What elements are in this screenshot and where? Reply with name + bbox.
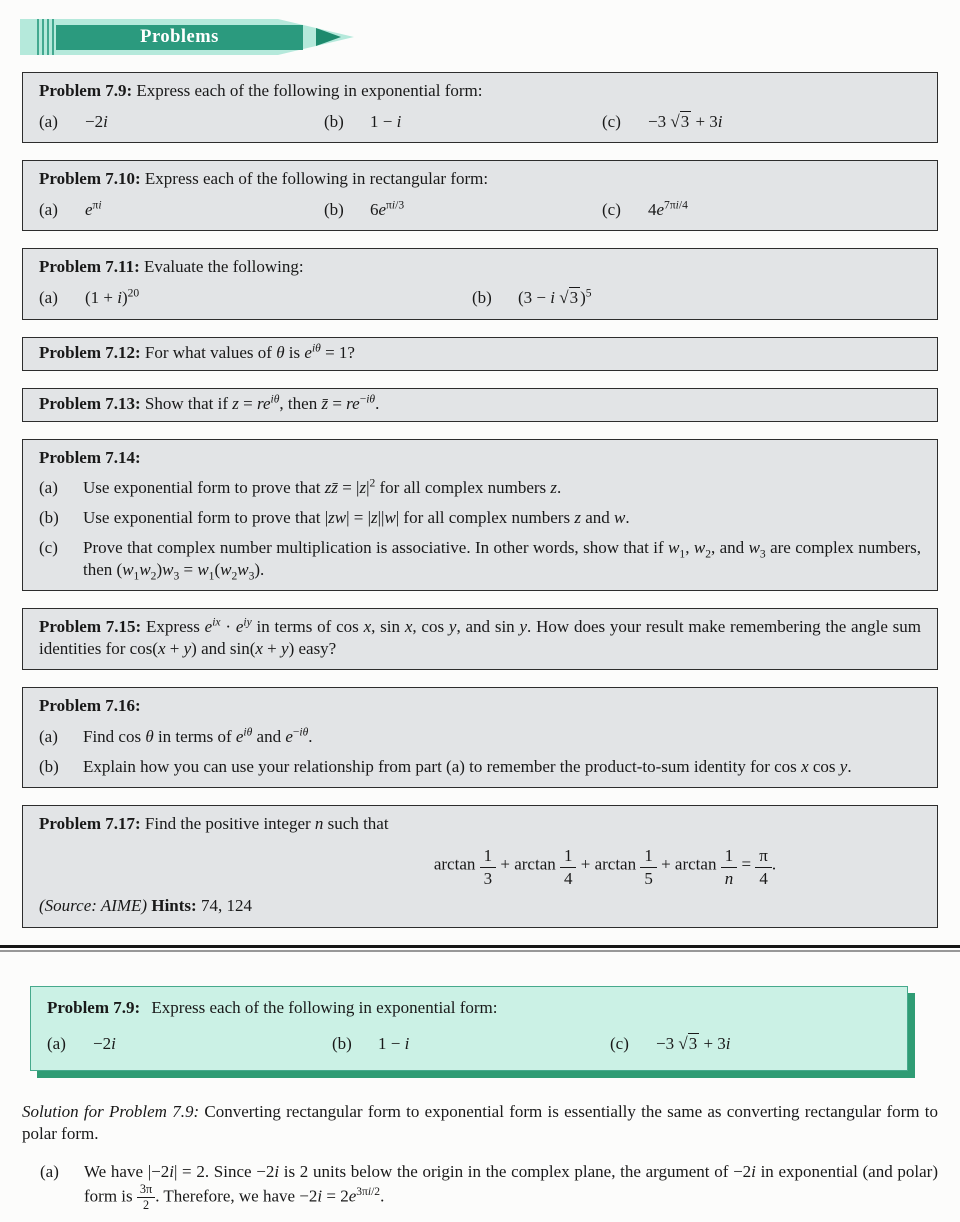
solution-part-a: (a) We have |−2i| = 2. Since −2i is 2 units below the origin in the complex plane, the argument of −2i in exponential (and polar) form is $\frac{3\pi}{2}$ . Therefore, we have $-2i = 2e^{3\pi i/2}$. bbox=[40, 1161, 939, 1212]
problem-number: Problem 7.14: bbox=[39, 447, 141, 467]
part-a: (a) Use exponential form to prove that zz̄ = $|z|^2$ for all complex numbers z. bbox=[39, 476, 562, 497]
problem-7-14-title bbox=[39, 447, 921, 469]
problem-box-7-11 bbox=[22, 248, 938, 319]
problem-7-9-parts bbox=[39, 111, 921, 133]
problem-number: Problem 7.11: bbox=[39, 257, 140, 277]
problem-7-17-title bbox=[39, 813, 921, 835]
problem-statement: Express each of the following in exponential form: bbox=[151, 997, 498, 1017]
problem-number: Problem 7.9: bbox=[47, 997, 141, 1017]
part-b: (b) $6e^{\pi i/3}$ bbox=[324, 198, 405, 220]
problem-7-10-title bbox=[39, 168, 921, 190]
highlighted-problem-title bbox=[47, 997, 891, 1019]
part-c: (c) $4e^{7\pi i/4}$ bbox=[602, 198, 688, 220]
problems-banner bbox=[20, 16, 390, 58]
problem-number: Problem 7.12: bbox=[39, 342, 141, 362]
problem-7-14-parts bbox=[39, 477, 921, 581]
problem-box-7-14 bbox=[22, 439, 938, 591]
problem-number: Problem 7.13: bbox=[39, 393, 141, 413]
solution-section bbox=[22, 1101, 938, 1212]
part-a: (a) −2i bbox=[47, 1033, 116, 1053]
solution-lead: Solution for Problem 7.9: bbox=[22, 1101, 200, 1121]
problem-number: Problem 7.16: bbox=[39, 696, 141, 716]
part-a: (a) −2i bbox=[39, 112, 108, 132]
problem-7-16-title bbox=[39, 695, 921, 717]
pencil-tip-icon bbox=[316, 28, 341, 46]
part-b: (b) (3 − i √3 )$^5$ bbox=[472, 286, 592, 308]
pencil-stripe bbox=[37, 19, 39, 55]
part-b: (b) 1 − i bbox=[324, 112, 402, 132]
source-and-hints: (Source: AIME) Hints: 74, 124 bbox=[39, 896, 252, 916]
problem-7-16-parts bbox=[39, 726, 921, 778]
problems-banner-label: Problems bbox=[56, 25, 303, 50]
solution-intro-paragraph bbox=[22, 1101, 938, 1145]
problem-7-15-title bbox=[39, 616, 921, 660]
pencil-stripe bbox=[52, 19, 54, 55]
problem-box-7-15 bbox=[22, 608, 938, 670]
problem-box-7-10 bbox=[22, 160, 938, 231]
part-b: (b) Explain how you can use your relationship from part (a) to remember the product-to-sum identity for cos x cos y. bbox=[39, 756, 852, 776]
problem-7-10-parts bbox=[39, 199, 921, 221]
highlighted-problem-box-7-9 bbox=[30, 986, 908, 1071]
problem-statement: Evaluate the following: bbox=[143, 257, 304, 277]
problem-number: Problem 7.9: bbox=[39, 81, 133, 100]
problem-number: Problem 7.17: bbox=[39, 813, 141, 833]
highlighted-problem-parts bbox=[47, 1033, 891, 1055]
part-b: (b) Use exponential form to prove that |zw| = |z||w| for all complex numbers z and w. bbox=[39, 507, 630, 527]
problem-statement: Find the positive integer n such that bbox=[144, 813, 389, 833]
part-a: (a) $(1 + i)^{20}$ bbox=[39, 286, 140, 308]
part-c: (c) −3 √3 + 3i bbox=[610, 1033, 731, 1053]
problem-statement: Express each of the following in exponential form: bbox=[136, 81, 483, 100]
problem-statement: Express each of the following in rectangular form: bbox=[144, 169, 489, 189]
problem-box-7-9 bbox=[22, 72, 938, 143]
problem-7-11-title bbox=[39, 256, 921, 278]
problem-number: Problem 7.10: bbox=[39, 169, 141, 189]
solution-intro-text: Converting rectangular form to exponential form is essentially the same as converting rectangular form to polar form. bbox=[22, 1101, 938, 1143]
problem-statement: Express $e^{ix} \cdot e^{iy}$ in terms of cos x, sin x, cos y, and sin y. How does your result make remembering the angle sum identities for cos(x + y) and sin(x + y) easy? bbox=[39, 615, 922, 659]
problem-box-7-13 bbox=[22, 388, 938, 422]
problem-statement: For what values of θ is $e^{i\theta} = 1$? bbox=[144, 340, 355, 362]
part-c: (c) −3 √3 + 3i bbox=[602, 112, 723, 132]
problem-box-7-17 bbox=[22, 805, 938, 928]
problem-box-7-12 bbox=[22, 337, 938, 371]
problem-7-12-title bbox=[39, 342, 921, 364]
part-c: (c) Prove that complex number multiplication is associative. In other words, show that if $w_1$, $w_2$, and $w_3$ are complex numbers, then $(w_1w_2)w_3 = w_1(w_2w_3)$. bbox=[39, 538, 921, 583]
pencil-stripe bbox=[47, 19, 49, 55]
problem-statement: Show that if $z = re^{i\theta}$, then z̄ = $re^{-i\theta}$. bbox=[144, 392, 380, 413]
section-divider-rule bbox=[0, 945, 960, 952]
problem-7-11-parts bbox=[39, 287, 921, 309]
problem-7-9-title bbox=[39, 80, 921, 102]
part-b: (b) 1 − i bbox=[332, 1033, 410, 1053]
arctan-equation: arctan $\frac{1}{3}$ + arctan $\frac{1}{4}$ + arctan $\frac{1}{5}$ + arctan $\frac{1}{n}$ = $\frac{\pi}{4}$ . bbox=[433, 845, 777, 888]
problem-number: Problem 7.15: bbox=[39, 617, 142, 637]
problem-7-13-title bbox=[39, 393, 921, 415]
problem-box-7-16 bbox=[22, 687, 938, 787]
pencil-stripe bbox=[42, 19, 44, 55]
part-a: (a) Find cos θ in terms of $e^{i\theta}$ and $e^{-i\theta}$. bbox=[39, 724, 313, 746]
part-a: (a) $e^{\pi i}$ bbox=[39, 198, 102, 220]
